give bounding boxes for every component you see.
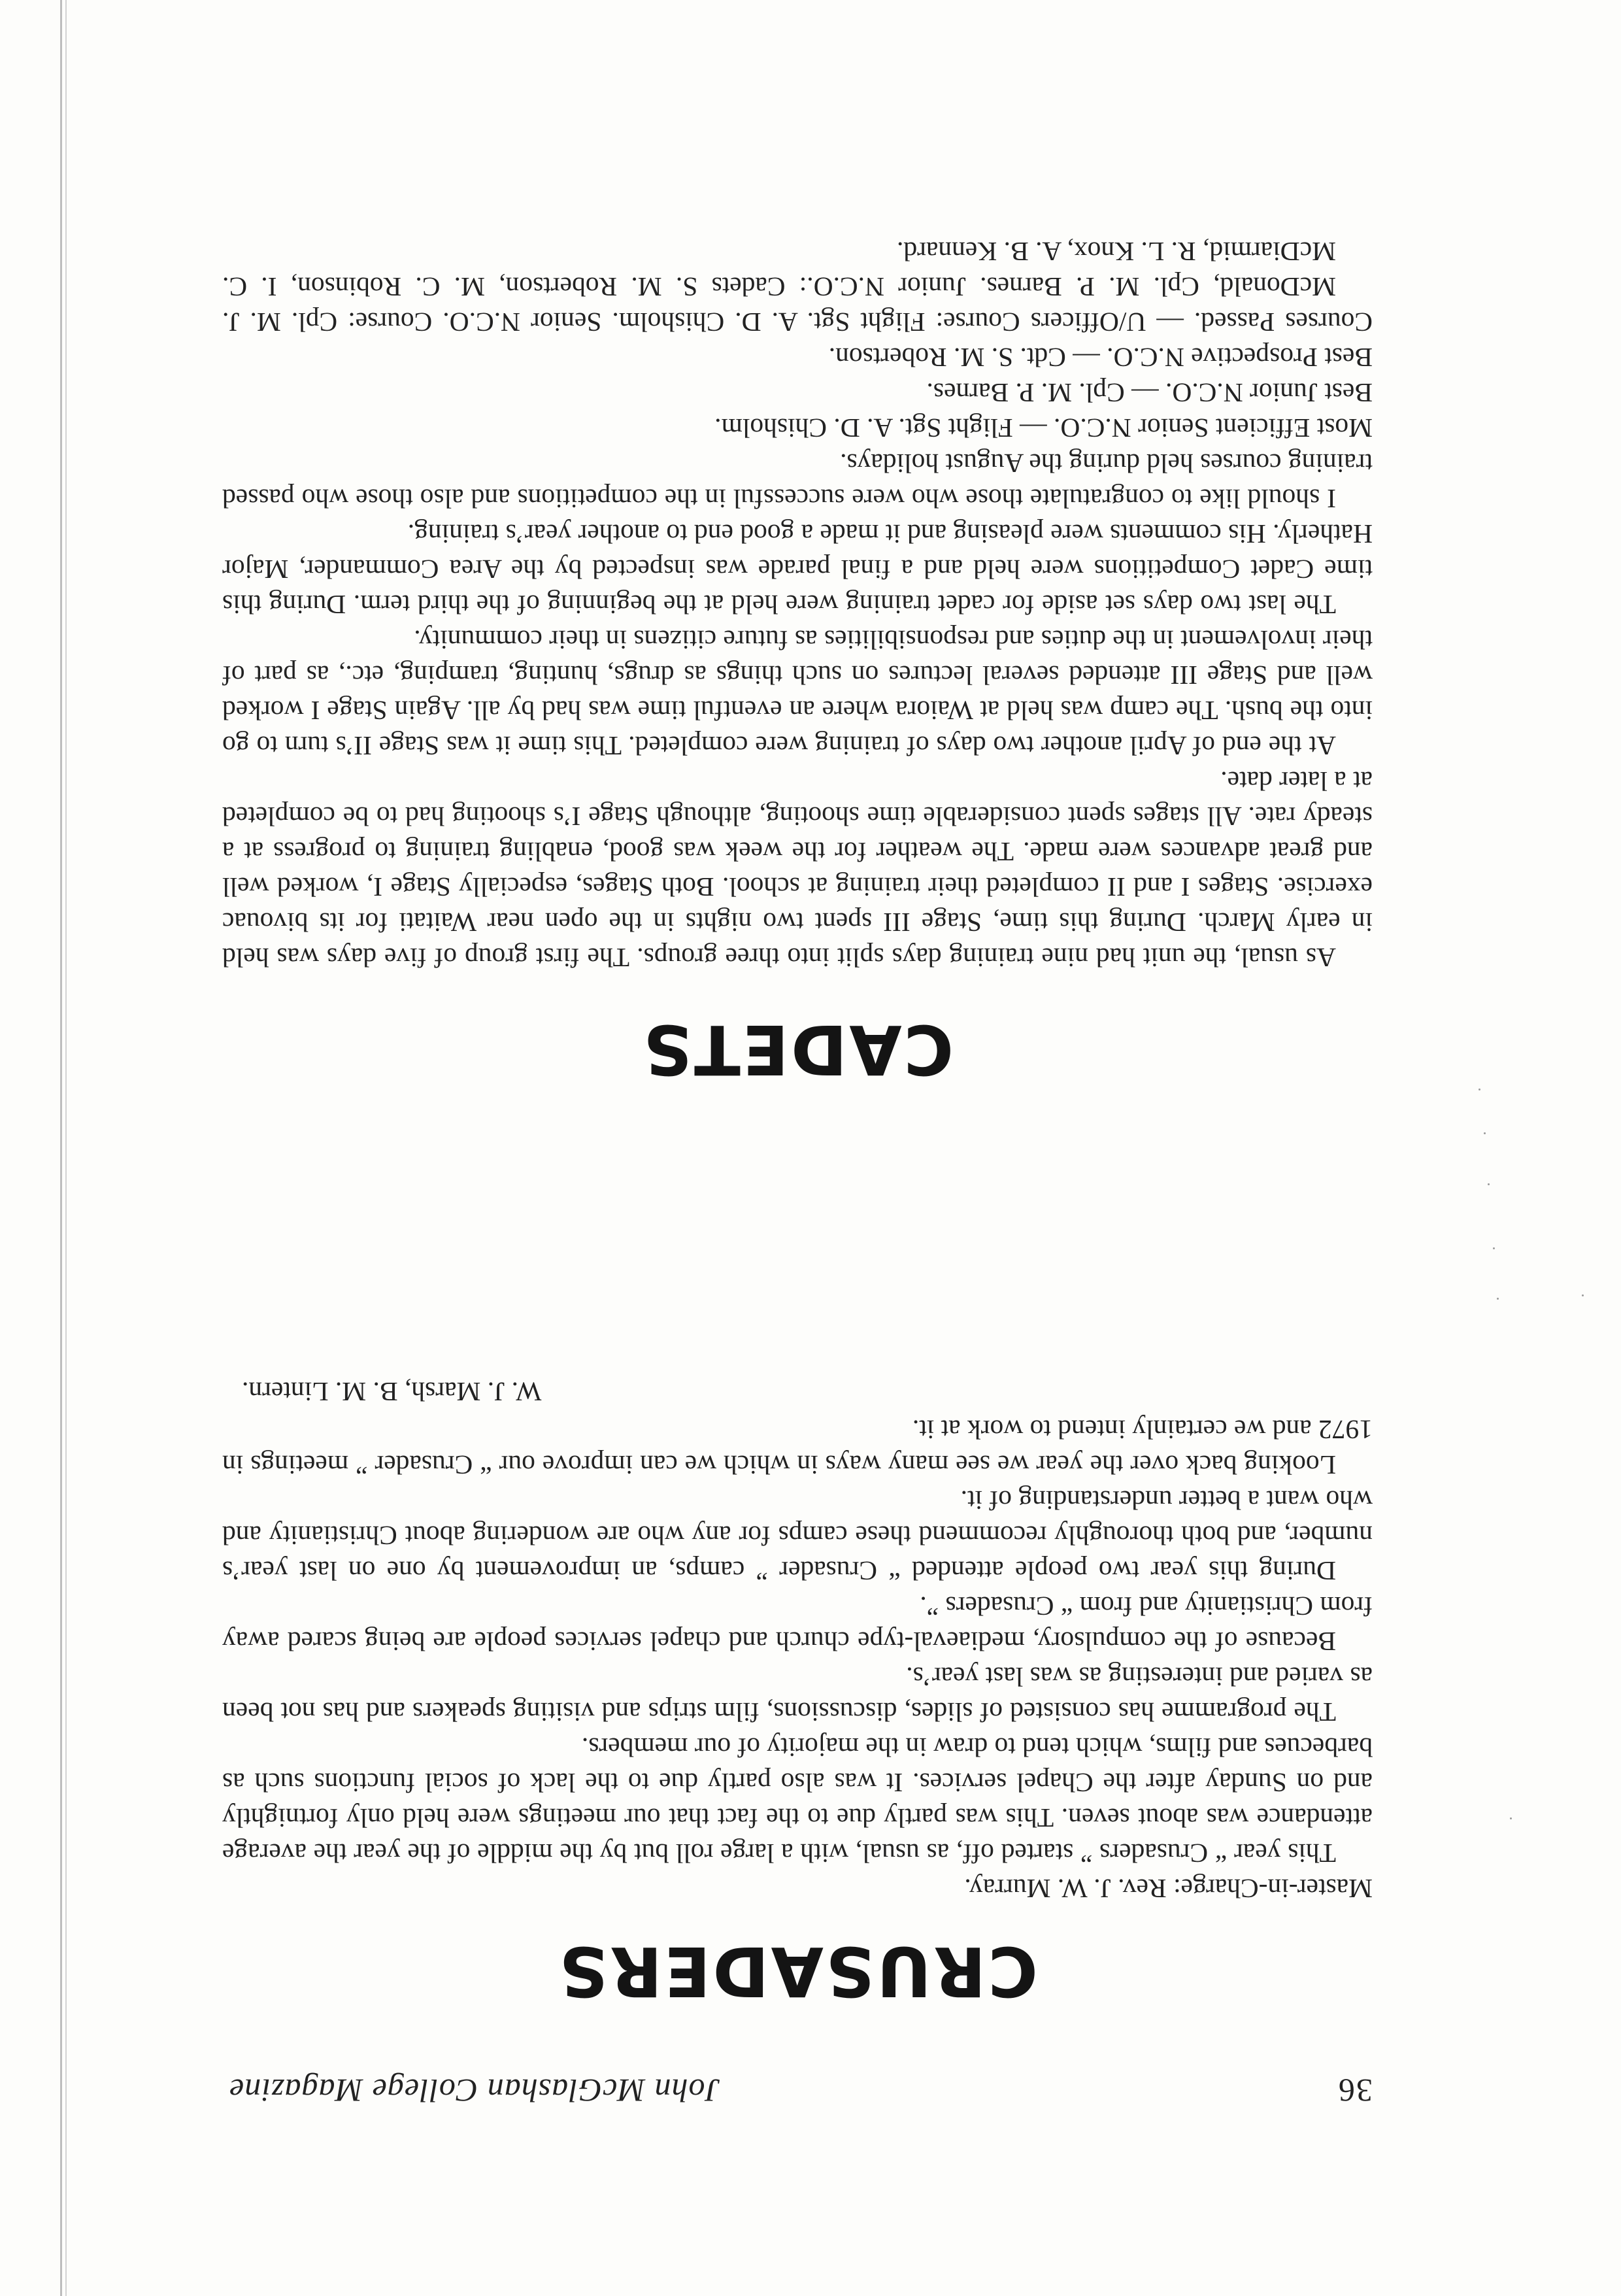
- crusaders-heading: CRUSADERS: [557, 1931, 1038, 2011]
- crusaders-section: [222, 1374, 1373, 1906]
- crusaders-signature: W. J. Marsh, B. M. Lintern.: [242, 1377, 542, 1407]
- award-line: Most Efficient Senior N.C.O. — Flight Sgt. A. D. Chisholm.: [714, 413, 1373, 443]
- cadets-paragraph: I should like to congratulate those who were successful in the competitions and also those who passed training courses held during the August holidays.: [222, 448, 1373, 514]
- page-number: 36: [1337, 2072, 1373, 2109]
- crusaders-paragraph: Looking back over the year we see many ways in which we can improve our “ Crusader ” meetings in 1972 and we certainly intend to work at it.: [222, 1415, 1373, 1480]
- page-content: [222, 0, 1373, 2296]
- crusaders-paragraph: During this year two people attended “ Crusader ” camps, an improvement by one on last year’s number, and both thoroughly recommend these camps for any who are wondering about Christianity and who want a better understanding of it.: [222, 1485, 1373, 1586]
- magazine-title: John McGlashan College Magazine: [229, 2072, 720, 2109]
- cadets-section: [222, 234, 1373, 975]
- crusaders-paragraph: The programme has consisted of slides, discussions, film strips and visiting speakers and has not been as varied and interesting as was last year’s.: [222, 1662, 1373, 1727]
- award-line: Best Prospective N.C.O. — Cdt. S. M. Robertson.: [828, 343, 1373, 373]
- courses-passed: Courses Passed. — U/Officers Course: Flight Sgt. A. D. Chisholm. Senior N.C.O. Course: Cpl. M. J. McDonald, Cpl. M. P. Barnes. Junior N.C.O.: Cadets S. M. Robertson, M. C. Robinson, I. C. McDiarmid, R. L. Knox, A. B. Kennard.: [222, 237, 1373, 337]
- cadets-paragraph: The last two days set aside for cadet training were held at the beginning of the third term. During this time Cadet Competitions were held and a final parade was inspected by the Area Commander, Major Hatherly. His comments were pleasing and it made a good end to another year’s training.: [222, 519, 1373, 620]
- cadets-paragraph: At the end of April another two days of training were completed. This time it was Stage II’s turn to go into the bush. The camp was held at Waiora where an eventful time was had by all. Again Stage I worked well and Stage III attended several lectures on such things as drugs, hunting, tramping, etc., as part of their involvement in the duties and responsibilities as future citizens in their community.: [222, 625, 1373, 761]
- master-in-charge: Master-in-Charge: Rev. J. W. Murray.: [964, 1874, 1373, 1904]
- cadets-paragraph: As usual, the unit had nine training days split into three groups. The first group of five days was held in early March. During this time, Stage III spent two nights in the open near Waitati for its bivouac exercise. Stages I and II completed their training at school. Both Stages, especially Stage I, worked well and great advances were made. The weather for the week was good, enabling training to progress at a steady rate. All stages spent considerable time shooting, although Stage I’s shooting had to be completed at a later date.: [222, 766, 1373, 973]
- cadets-heading: CADETS: [641, 1009, 954, 1089]
- crusaders-paragraph: Because of the compulsory, mediaeval-type church and chapel services people are being scared away from Christianity and from “ Crusaders ”.: [222, 1591, 1373, 1657]
- award-line: Best Junior N.C.O. — Cpl. M. P. Barnes.: [926, 378, 1373, 408]
- crusaders-paragraph: This year “ Crusaders ” started off, as usual, with a large roll but by the middle of the year the average attendance was about seven. This was partly due to the fact that our meetings were held only fortnightly and on Sunday after the Chapel services. It was also partly due to the lack of social functions such as barbecues and films, which tend to draw in the majority of our members.: [222, 1732, 1373, 1868]
- running-head: [222, 2057, 1373, 2110]
